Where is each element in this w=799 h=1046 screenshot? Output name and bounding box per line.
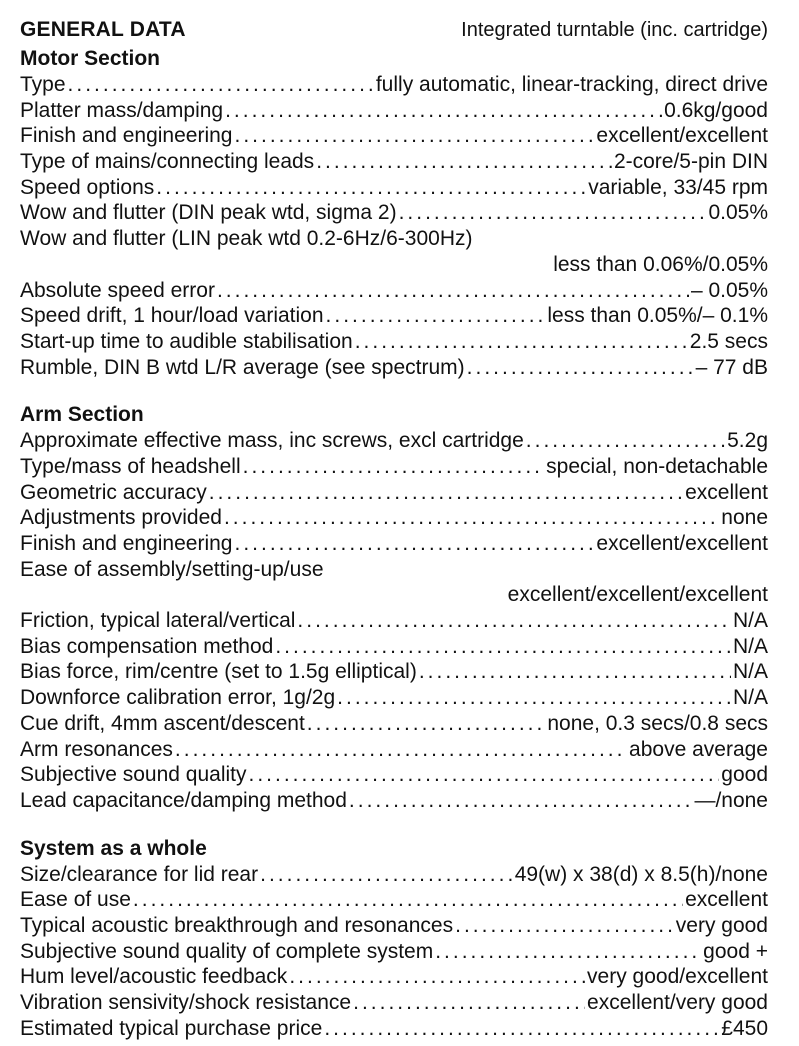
header [20,18,768,46]
dot-leader [260,862,513,888]
dot-leader [248,762,719,788]
spec-row [20,964,768,990]
spec-row [20,659,768,685]
spec-value: £450 [721,1016,768,1040]
spec-row [20,175,768,201]
spec-label: Type of mains/connecting leads [20,150,315,174]
spec-label: Estimated typical purchase price [20,1016,323,1040]
spec-row [20,762,768,788]
spec-row [20,480,768,506]
spec-value: 0.05% [708,201,768,225]
section-heading: System as a whole [20,836,207,860]
spec-label: Adjustments provided [20,506,222,530]
spec-row [20,149,768,175]
dot-leader [307,711,546,737]
spec-value: 0.6kg/good [664,98,768,122]
spec-label: Subjective sound quality [20,763,247,787]
spec-label: Wow and flutter (DIN peak wtd, sigma 2) [20,201,397,225]
dot-leader [234,531,594,557]
spec-value: excellent [685,888,768,912]
dot-leader [455,913,674,939]
spec-label: Rumble, DIN B wtd L/R average (see spectrum) [20,355,465,379]
motor-section [20,46,768,380]
spec-row [20,123,768,149]
spec-label: Size/clearance for lid rear [20,862,259,886]
spec-value: 5.2g [727,429,768,453]
dot-leader [355,329,688,355]
spec-label: Type/mass of headshell [20,454,241,478]
spec-value: —/none [694,788,768,812]
section-heading: Arm Section [20,403,144,427]
spec-value: good + [703,939,768,963]
spec-label: Geometric accuracy [20,480,207,504]
spec-value: less than 0.05%/– 0.1% [547,304,768,328]
page-subtitle: Integrated turntable (inc. cartridge) [461,19,768,41]
spec-label: Approximate effective mass, inc screws, excl cartridge [20,429,524,453]
spec-value: 2.5 secs [689,329,768,353]
dot-leader [326,303,546,329]
spec-value: none, 0.3 secs/0.8 secs [547,711,768,735]
spec-value: – 0.05% [690,278,768,302]
section-divider [20,814,768,836]
spec-row [20,1016,768,1042]
spec-label: Wow and flutter (LIN peak wtd 0.2-6Hz/6-300Hz) [20,227,473,251]
spec-value: fully automatic, linear-tracking, direct drive [375,73,768,96]
spec-row [20,608,768,634]
spec-label: Finish and engineering [20,124,233,148]
spec-label: Speed options [20,175,155,199]
spec-row [20,634,768,660]
spec-row [20,711,768,737]
dot-leader [526,428,725,454]
spec-row [20,200,768,226]
spec-row [20,454,768,480]
dot-leader [316,149,612,175]
dot-leader [68,72,374,98]
dot-leader [349,788,693,814]
page-title: GENERAL DATA [20,18,186,41]
arm-section [20,402,768,813]
spec-value: special, non-detachable [546,454,768,478]
dot-leader [225,98,662,124]
dot-leader [324,1016,719,1042]
spec-value: excellent/excellent [596,124,768,148]
spec-label: Speed drift, 1 hour/load variation [20,304,324,328]
spec-value: less than 0.06%/0.05% [553,252,768,276]
spec-value: excellent/very good [587,991,768,1014]
spec-label: Cue drift, 4mm ascent/descent [20,711,305,735]
spec-row [20,737,768,763]
spec-row [20,990,768,1016]
dot-leader [243,454,545,480]
spec-row [20,72,768,98]
dot-leader [289,964,585,990]
spec-value: N/A [732,609,768,633]
spec-value: very good [675,913,768,937]
spec-value: variable, 33/45 rpm [588,175,768,199]
system-section [20,836,768,1042]
dot-leader [175,737,627,763]
spec-row [20,355,768,381]
dot-leader [435,939,701,965]
spec-value: above average [629,737,768,761]
dot-leader [467,355,694,381]
spec-row [20,303,768,329]
section-heading: Motor Section [20,47,160,70]
spec-sheet [20,18,768,1041]
spec-row-wrapped [20,557,768,608]
dot-leader [234,123,594,149]
dot-leader [275,634,731,660]
spec-value: N/A [732,660,768,684]
dot-leader [353,990,585,1016]
spec-row [20,685,768,711]
spec-label: Platter mass/damping [20,98,224,122]
spec-row [20,278,768,304]
spec-row [20,428,768,454]
dot-leader [297,608,731,634]
spec-label: Ease of use [20,888,131,912]
spec-value: excellent [685,480,768,504]
spec-row [20,505,768,531]
spec-label: Bias compensation method [20,634,274,658]
spec-row [20,98,768,124]
spec-value: excellent/excellent/excellent [507,583,768,607]
spec-row [20,531,768,557]
spec-label: Hum level/acoustic feedback [20,965,288,989]
spec-label: Absolute speed error [20,278,215,302]
dot-leader [419,659,731,685]
spec-label: Typical acoustic breakthrough and resonances [20,913,454,937]
dot-leader [217,278,689,304]
section-divider [20,380,768,402]
spec-label: Downforce calibration error, 1g/2g [20,686,336,710]
spec-label: Bias force, rim/centre (set to 1.5g elliptical) [20,660,417,684]
spec-label: Arm resonances [20,737,173,761]
spec-value: 2-core/5-pin DIN [613,150,768,174]
spec-label: Lead capacitance/damping method [20,788,347,812]
spec-value: very good/excellent [587,965,768,989]
dot-leader [209,480,683,506]
spec-value: 49(w) x 38(d) x 8.5(h)/none [514,862,768,886]
spec-row [20,887,768,913]
dot-leader [399,200,707,226]
spec-value: N/A [732,686,768,710]
spec-value: good [721,763,768,787]
spec-value: – 77 dB [695,355,768,379]
spec-label: Vibration sensivity/shock resistance [20,991,352,1014]
dot-leader [224,505,719,531]
spec-label: Friction, typical lateral/vertical [20,609,296,633]
dot-leader [133,887,683,913]
spec-row-wrapped [20,226,768,277]
spec-label: Type [20,73,66,96]
dot-leader [337,685,731,711]
spec-label: Ease of assembly/setting-up/use [20,557,324,581]
spec-label: Subjective sound quality of complete system [20,939,434,963]
spec-row [20,788,768,814]
dot-leader [156,175,586,201]
spec-value: N/A [732,634,768,658]
spec-row [20,329,768,355]
spec-label: Finish and engineering [20,532,233,555]
spec-row [20,939,768,965]
spec-value: excellent/excellent [596,532,768,555]
spec-value: none [721,506,768,530]
spec-row [20,913,768,939]
spec-label: Start-up time to audible stabilisation [20,329,353,353]
spec-row [20,862,768,888]
